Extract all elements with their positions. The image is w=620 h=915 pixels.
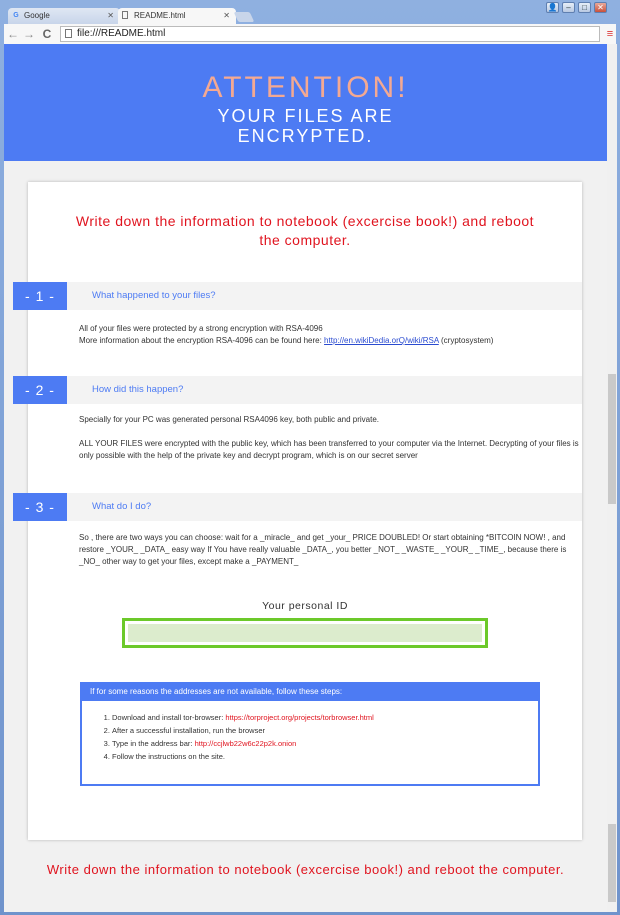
bottom-warning: Write down the information to notebook (excercise book!) and reboot the computer. xyxy=(46,862,565,877)
tab-strip xyxy=(0,0,620,24)
section-number: - 1 - xyxy=(13,282,67,310)
tab-readme[interactable] xyxy=(118,8,236,24)
rsa-wiki-link[interactable]: http://en.wikiDedia.orQ/wiki/RSA xyxy=(324,336,439,345)
ransom-note-card xyxy=(25,182,582,840)
reload-button[interactable]: C xyxy=(42,27,52,41)
forward-button[interactable]: → xyxy=(23,27,35,41)
step-text: Follow the instructions on the site. xyxy=(112,752,225,761)
hero-banner xyxy=(4,44,607,161)
step-text: Type in the address bar: xyxy=(112,739,195,748)
section-number: - 2 - xyxy=(13,376,67,404)
section-title: What do I do? xyxy=(92,501,152,512)
section-2-header xyxy=(25,376,582,404)
tor-steps-list xyxy=(82,711,538,763)
close-window-button[interactable]: ✕ xyxy=(594,2,607,13)
vertical-scrollbar[interactable] xyxy=(607,44,617,912)
tor-instructions-box xyxy=(80,682,540,786)
top-warning: Write down the information to notebook (excercise book!) and reboot the computer. xyxy=(75,213,535,248)
list-item xyxy=(112,724,538,737)
address-bar[interactable] xyxy=(60,26,600,42)
step-text: Download and install tor-browser: xyxy=(112,713,226,722)
chrome-menu-button[interactable]: ≡ xyxy=(606,28,614,40)
scrollbar-thumb-lower[interactable] xyxy=(608,824,616,902)
list-item xyxy=(112,750,538,763)
browser-toolbar xyxy=(4,24,616,44)
section-1-line2-suffix: (cryptosystem) xyxy=(438,336,494,345)
paragraph-spacer xyxy=(79,426,579,438)
page-icon xyxy=(122,11,128,19)
step-text: After a successful installation, run the browser xyxy=(112,726,265,735)
tor-instructions-header: If for some reasons the addresses are not available, follow these steps: xyxy=(82,684,538,701)
page-viewport xyxy=(4,44,607,912)
tab-label: README.html xyxy=(134,11,186,20)
google-g-icon: G xyxy=(13,12,19,19)
section-2-body xyxy=(79,414,579,462)
section-1-line2 xyxy=(79,335,579,347)
close-tab-icon[interactable]: ✕ xyxy=(223,11,230,20)
personal-id-value-redacted xyxy=(128,624,482,642)
new-tab-button[interactable] xyxy=(234,12,255,22)
close-tab-icon[interactable]: ✕ xyxy=(107,11,114,20)
section-1-header xyxy=(25,282,582,310)
hero-subtitle-line2: ENCRYPTED. xyxy=(237,126,374,146)
section-3-para1: So , there are two ways you can choose: wait for a _miracle_ and get _your_ PRICE DOUBLED! Or start obtaining *BITCOIN NOW! , and restore _YOUR_ _DATA_ easy way If You have really valuable _DATA_, you better _NOT_ _WASTE_ _YOUR_ _TIME_, because there is _NO_ other way to get your files, except make a _PAYMENT_ xyxy=(79,533,567,566)
personal-id-label: Your personal ID xyxy=(262,600,348,612)
back-button[interactable]: ← xyxy=(7,27,19,41)
tab-label: Google xyxy=(24,11,50,20)
minimize-button[interactable]: – xyxy=(562,2,575,13)
hero-subtitle-line1: YOUR FILES ARE xyxy=(217,106,394,126)
files-encrypted-heading xyxy=(4,106,607,146)
scrollbar-thumb[interactable] xyxy=(608,374,616,504)
maximize-button[interactable]: □ xyxy=(578,2,591,13)
section-number: - 3 - xyxy=(13,493,67,521)
section-1-body xyxy=(79,323,579,347)
user-icon[interactable]: 👤 xyxy=(547,3,558,12)
tab-google[interactable] xyxy=(8,8,120,24)
page-icon xyxy=(65,29,72,38)
address-bar-url: file:///README.html xyxy=(77,28,166,39)
section-1-line1: All of your files were protected by a strong encryption with RSA-4096 xyxy=(79,324,323,333)
section-2-para1: Specially for your PC was generated personal RSA4096 key, both public and private. xyxy=(79,415,380,424)
personal-id-field[interactable] xyxy=(122,618,488,648)
list-item xyxy=(112,737,538,750)
section-title: How did this happen? xyxy=(92,384,184,395)
section-1-line2-prefix: More information about the encryption RSA-4096 can be found here: xyxy=(79,336,325,345)
attention-heading: ATTENTION! xyxy=(202,71,409,104)
onion-address-link[interactable]: http://ccjlwb22w6c22p2k.onion xyxy=(194,739,297,748)
section-title: What happened to your files? xyxy=(92,290,216,301)
section-2-para2: ALL YOUR FILES were encrypted with the public key, which has been transferred to your computer via the Internet. Decrypting of your files is only possible with the help of the private key and decrypt program, which is on our secret server xyxy=(79,439,579,460)
list-item xyxy=(112,711,538,724)
section-3-body xyxy=(79,532,579,568)
tor-download-link[interactable]: https://torproject.org/projects/torbrowser.html xyxy=(225,713,374,722)
section-3-header xyxy=(25,493,582,521)
